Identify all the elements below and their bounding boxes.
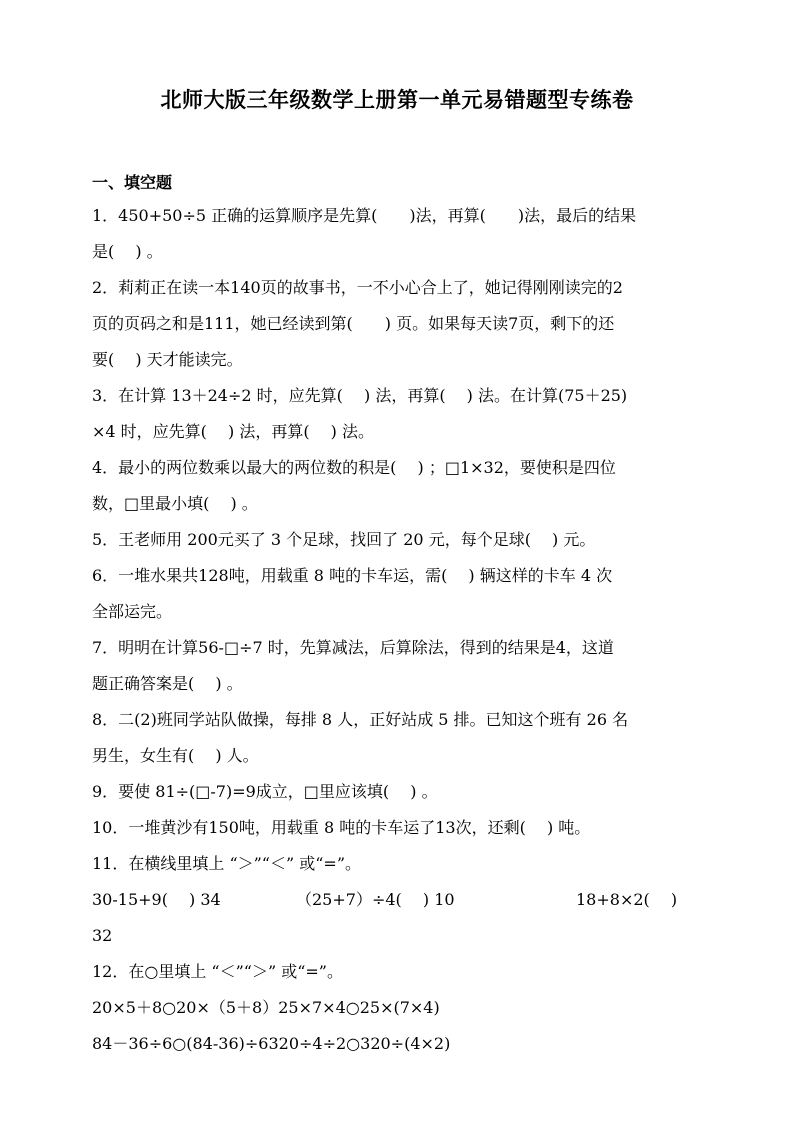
text-line: 是( ) 。 — [92, 242, 163, 261]
text-line: 5．王老师用 200元买了 3 个足球，找回了 20 元，每个足球( ) 元。 — [92, 530, 596, 549]
text-line: 12．在○里填上 “＜”“＞” 或“=”。 — [92, 962, 343, 981]
text-line: 4．最小的两位数乘以最大的两位数的积是( ) ；□1×32，要使积是四位 — [92, 458, 616, 477]
text-line: 男生，女生有( ) 人。 — [92, 746, 259, 765]
q11-item-2: （25+7）÷4( ) 10 — [296, 890, 455, 909]
q11-item-1: 30-15+9( ) 34 — [92, 890, 221, 909]
text-line: 32 — [92, 926, 113, 945]
q11-item-3: 18+8×2( ) — [576, 890, 678, 909]
text-line: 全部运完。 — [92, 602, 173, 621]
text-line: 11．在横线里填上 “＞”“＜” 或“=”。 — [92, 854, 362, 873]
question-list — [92, 198, 704, 1062]
text-line: ×4 时，应先算( ) 法，再算( ) 法。 — [92, 422, 374, 441]
text-line: 1．450+50÷5 正确的运算顺序是先算( )法，再算( )法，最后的结果 — [92, 206, 637, 225]
page-title: 北师大版三年级数学上册第一单元易错题型专练卷 — [160, 87, 634, 112]
text-line: 10．一堆黄沙有150吨，用载重 8 吨的卡车运了13次，还剩( ) 吨。 — [92, 818, 591, 837]
text-line: 数，□里最小填( ) 。 — [92, 494, 258, 513]
text-line: 要( ) 天才能读完。 — [92, 350, 243, 369]
text-line: 20×5＋8○20×（5＋8）25×7×4○25×(7×4) — [92, 998, 440, 1017]
section-heading: 一、填空题 — [92, 173, 173, 192]
text-line: 9．要使 81÷(□-7)=9成立，□里应该填( ) 。 — [92, 782, 438, 801]
text-line: 题正确答案是( ) 。 — [92, 674, 243, 693]
text-line: 6．一堆水果共128吨，用载重 8 吨的卡车运，需( ) 辆这样的卡车 4 次 — [92, 566, 613, 585]
text-line: 8．二(2)班同学站队做操，每排 8 人，正好站成 5 排。已知这个班有 26 名 — [92, 710, 629, 729]
text-line: 84－36÷6○(84-36)÷6320÷4÷2○320÷(4×2) — [92, 1034, 451, 1053]
text-line: 7．明明在计算56-□÷7 时，先算减法，后算除法，得到的结果是4，这道 — [92, 638, 614, 657]
text-line: 3．在计算 13＋24÷2 时，应先算( ) 法，再算( ) 法。在计算(75＋25) — [92, 386, 628, 405]
q11-comparison-row — [92, 882, 704, 918]
text-line: 页的页码之和是111，她已经读到第( ) 页。如果每天读7页，剩下的还 — [92, 314, 615, 333]
text-line: 2．莉莉正在读一本140页的故事书，一不小心合上了，她记得刚刚读完的2 — [92, 278, 623, 297]
